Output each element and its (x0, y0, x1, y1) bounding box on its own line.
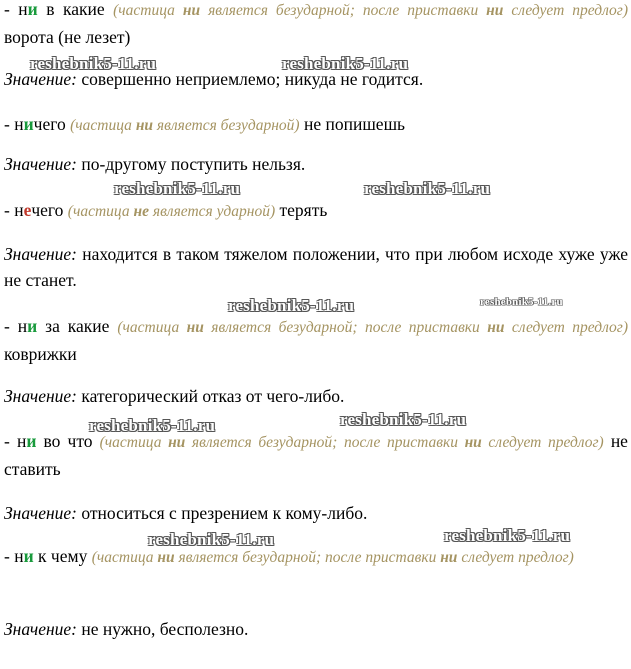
meaning-6: Значение: не нужно, бесполезно. (4, 619, 249, 639)
meaning-5: Значение: относиться с презрением к кому-либо. (4, 503, 368, 523)
note: (частица ни является безударной; после приставки ни следует предлог) (117, 319, 629, 336)
meaning-1: Значение: совершенно неприемлемо; никуда не годится. (4, 69, 424, 89)
watermark: reshebnik5-11.ru (444, 526, 571, 545)
phrase-1: - ни в какие (частица ни является безударной; после приставки ни следует предлог) ворота (не лезет) (4, 0, 628, 47)
meaning-4: Значение: категорический отказ от чего-либо. (4, 386, 345, 406)
watermark: reshebnik5-11.ru (480, 296, 563, 308)
note: (частица ни является безударной; после приставки ни следует предлог) (113, 2, 628, 19)
phrase-6: - ни к чему (частица ни является безударной; после приставки ни следует предлог) (4, 546, 574, 566)
note: (частица ни является безударной; после приставки ни следует предлог) (91, 549, 574, 566)
highlight-letter: и (23, 114, 34, 134)
highlight-letter: и (27, 0, 38, 19)
watermark: reshebnik5-11.ru (282, 54, 409, 73)
watermark: reshebnik5-11.ru (340, 410, 467, 429)
phrase-5: - ни во что (частица ни является безударной; после приставки ни следует предлог) не ставить (4, 431, 628, 479)
watermark: reshebnik5-11.ru (114, 179, 241, 198)
note: (частица ни является безударной; после приставки ни следует предлог) (99, 434, 604, 451)
phrase-4: - ни за какие (частица ни является безударной; после приставки ни следует предлог) коврижки (4, 316, 629, 364)
phrase-3: - нечего (частица не является ударной) терять (4, 200, 328, 220)
meaning-2: Значение: по-другому поступить нельзя. (4, 154, 306, 174)
note: (частица ни является безударной) (70, 117, 300, 134)
watermark: reshebnik5-11.ru (148, 530, 275, 549)
watermark: reshebnik5-11.ru (228, 296, 355, 315)
watermark: reshebnik5-11.ru (30, 54, 157, 73)
highlight-letter: и (27, 316, 38, 336)
meaning-3: Значение: находится в таком тяжелом положении, что при любом исходе хуже уже не станет. (4, 244, 628, 290)
phrase-2: - ничего (частица ни является безударной) не попишешь (4, 114, 406, 134)
highlight-letter: и (23, 546, 34, 566)
highlight-letter: е (23, 200, 32, 220)
watermark: reshebnik5-11.ru (364, 179, 491, 198)
watermark: reshebnik5-11.ru (89, 416, 216, 435)
note: (частица не является ударной) (67, 203, 276, 220)
highlight-letter: и (26, 431, 37, 451)
